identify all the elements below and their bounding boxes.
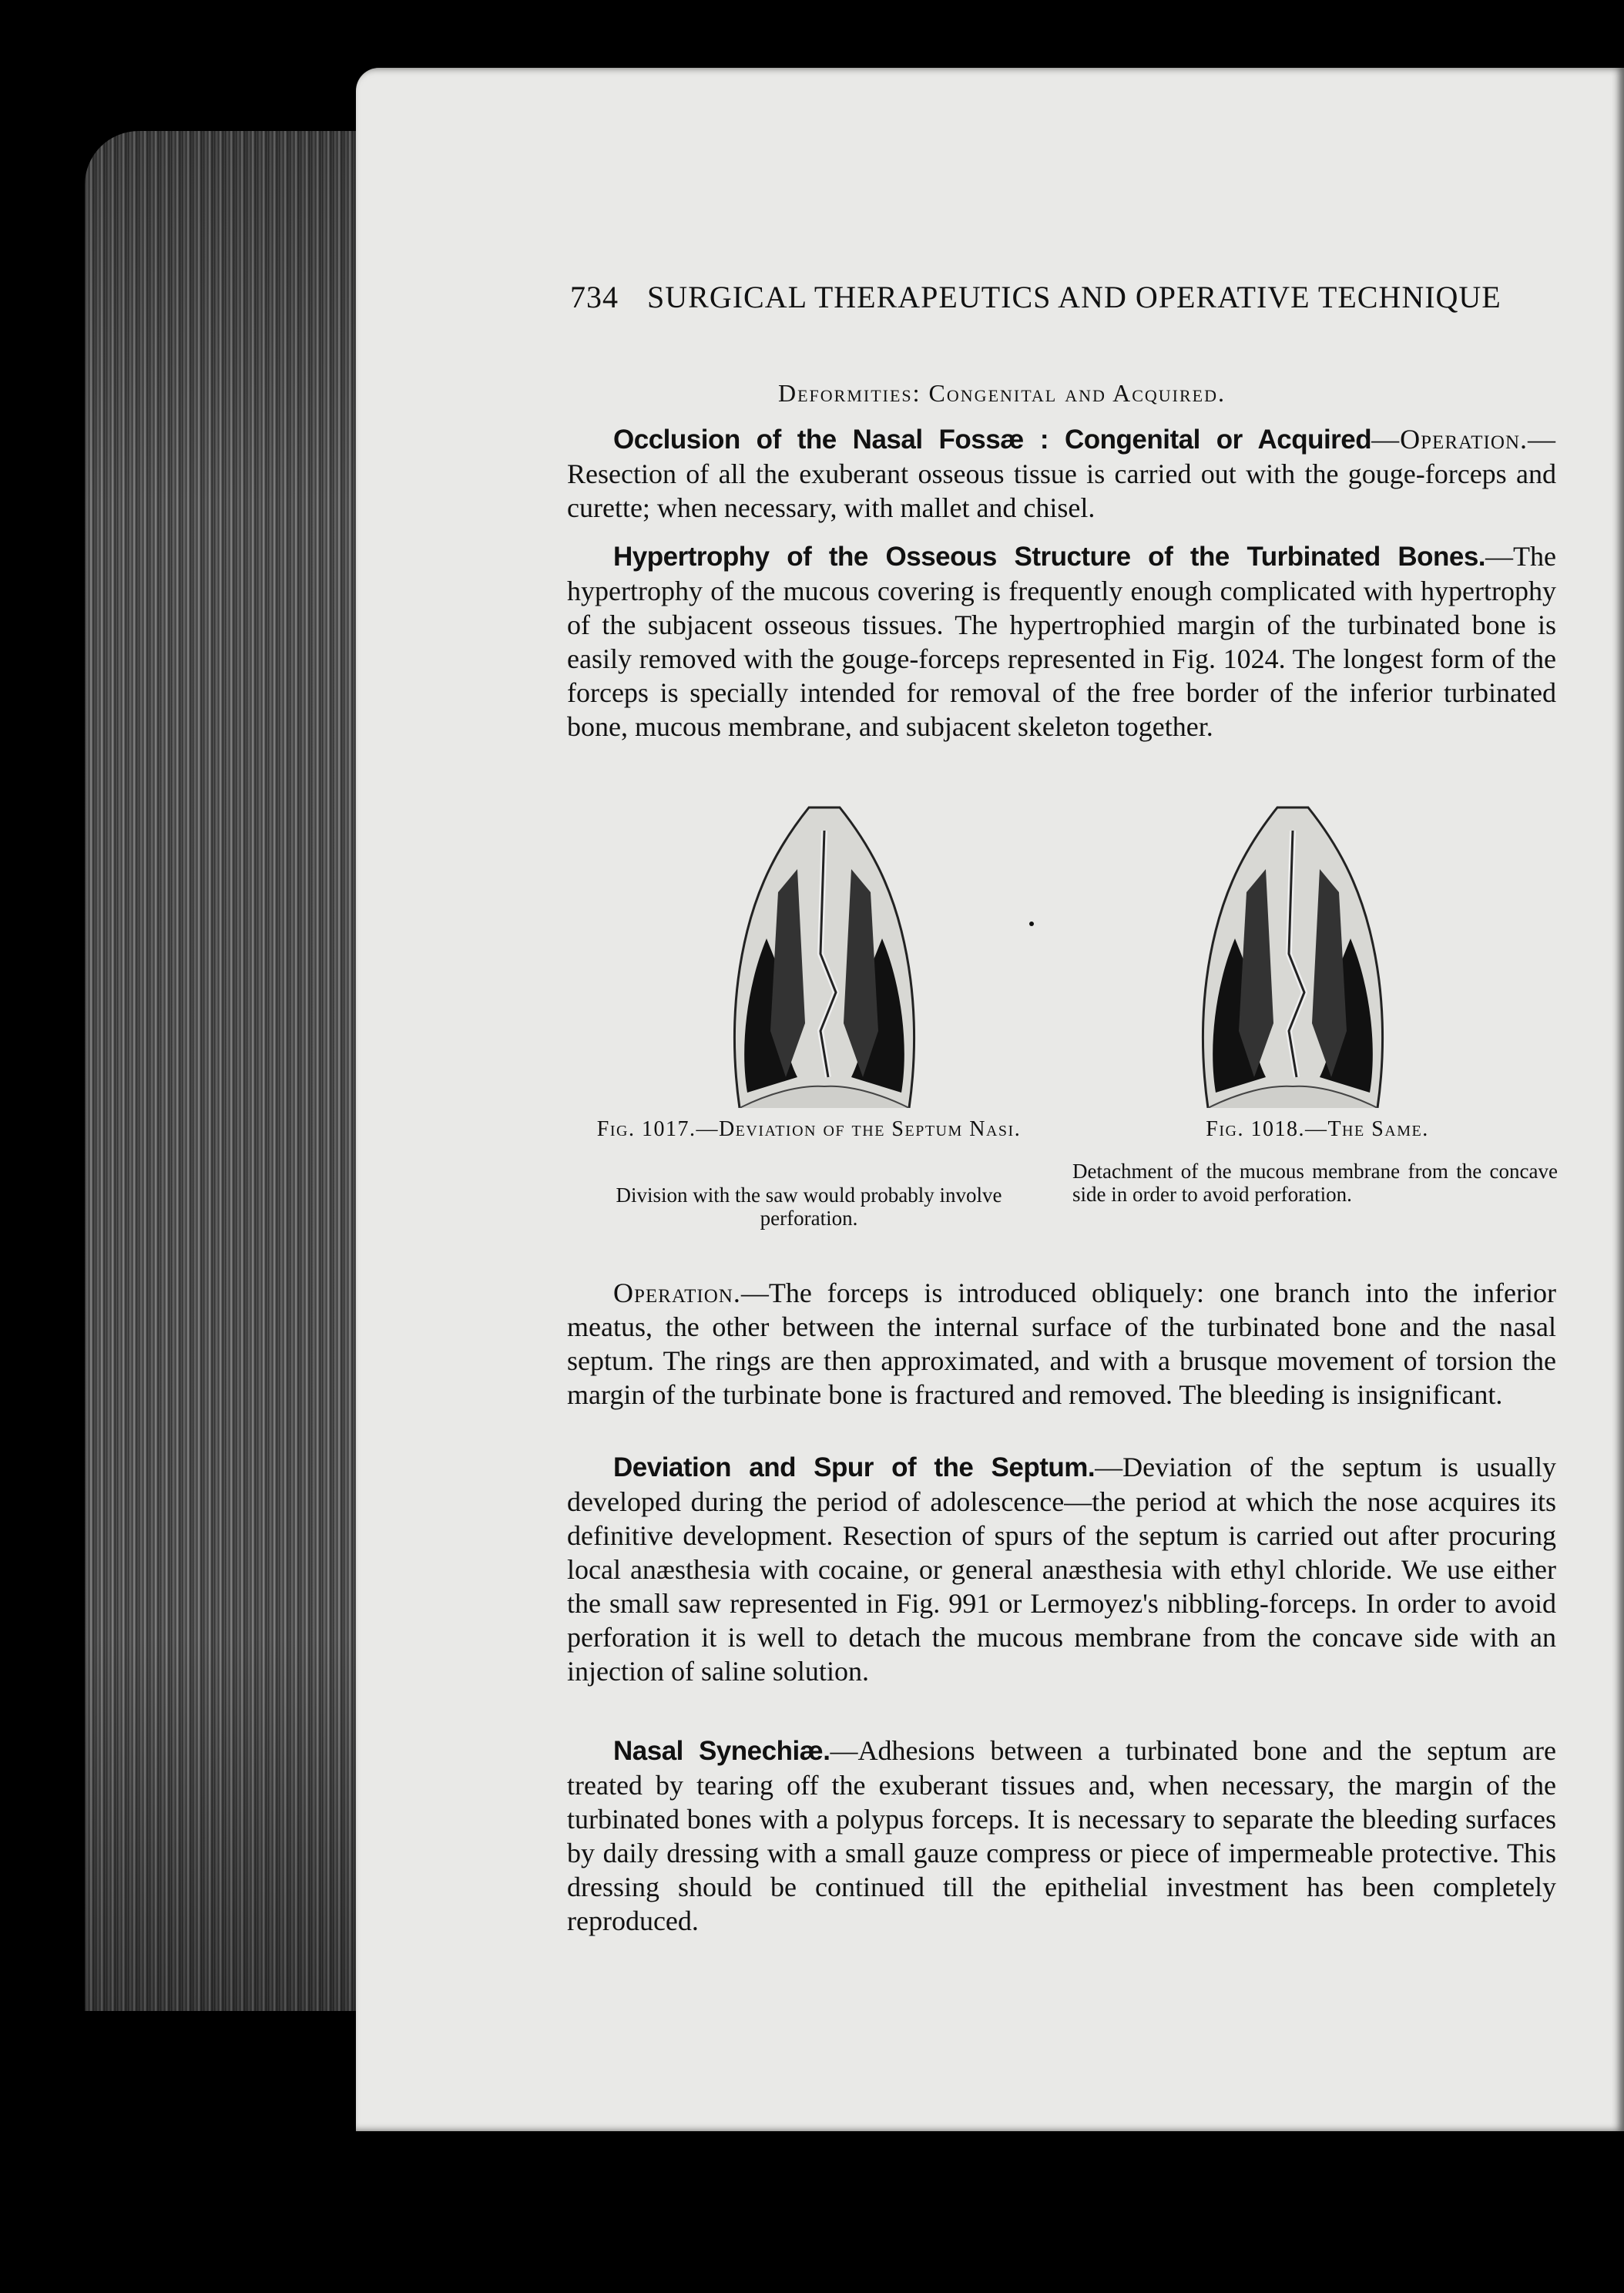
paragraph-lead: Nasal Synechiæ. <box>613 1736 830 1766</box>
page-number: 734 <box>570 280 619 314</box>
running-title: SURGICAL THERAPEUTICS AND OPERATIVE TECHNIQUE <box>647 280 1502 314</box>
paragraph-hypertrophy <box>567 539 1556 744</box>
book-page-edges <box>85 131 362 2011</box>
paragraph-lead: Occlusion of the Nasal Fossæ : Congenital or Acquired <box>613 425 1372 455</box>
paragraph-text: —Deviation of the septum is usually developed during the period of adolescence—the period at which the nose acquires its definitive development. Resection of spurs of the septum is carried out after procuring local anæsthesia with cocaine, or general anæsthesia with ethyl chloride. We use either the small saw represented in Fig. 991 or Lermoyez's nibbling-forceps. In order to avoid perforation it is well to detach the mucous membrane from the concave side with an injection of saline solution. <box>567 1452 1556 1687</box>
paragraph-text: —The forceps is introduced obliquely: one branch into the inferior meatus, the other between the internal surface of the turbinated bone and the nasal septum. The rings are then approximated, and with a brusque movement of torsion the margin of the turbinate bone is fractured and removed. The bleeding is insignificant. <box>567 1277 1556 1410</box>
paragraph-synechiae <box>567 1734 1556 1938</box>
paragraph-lead: Deviation and Spur of the Septum. <box>613 1452 1096 1482</box>
figure-1017-caption: Division with the saw would probably involve perforation. <box>616 1183 1002 1230</box>
paragraph-operation <box>567 1276 1556 1412</box>
paragraph-occlusion <box>567 422 1556 525</box>
operation-label: Operation. <box>613 1277 741 1308</box>
figure-1018-title: Fig. 1018.—The Same. <box>1206 1117 1429 1141</box>
paragraph-lead: Hypertrophy of the Osseous Structure of the Turbinated Bones. <box>613 542 1486 572</box>
print-speck <box>1029 922 1034 926</box>
figure-1018-caption: Detachment of the mucous membrane from the concave side in order to avoid perforation. <box>1072 1160 1558 1206</box>
running-header <box>570 279 1502 315</box>
paragraph-text: Resection of all the exuberant osseous tissue is carried out with the gouge-forceps and curette; when necessary, with mallet and chisel. <box>567 458 1556 523</box>
figure-1018-illustration <box>1193 800 1393 1108</box>
operation-label: —Operation.— <box>1371 424 1556 455</box>
figure-1017-title: Fig. 1017.—Deviation of the Septum Nasi. <box>596 1117 1022 1141</box>
paragraph-text: —The hypertrophy of the mucous covering is frequently enough complicated with hypertrophy of the subjacent osseous tissues. The hypertrophied margin of the turbinated bone is easily removed with the gouge-forceps represented in Fig. 1024. The longest form of the forceps is specially intended for removal of the free border of the inferior turbinated bone, mucous membrane, and subjacent skeleton together. <box>567 541 1556 742</box>
section-title: Deformities: Congenital and Acquired. <box>778 379 1226 407</box>
paragraph-deviation <box>567 1450 1556 1688</box>
paragraph-text: —Adhesions between a turbinated bone and the septum are treated by tearing off the exuberant tissues and, when necessary, the margin of the turbinated bones with a polypus forceps. It is necessary to separate the bleeding surfaces by daily dressing with a small gauze compress or piece of impermeable protective. This dressing should be continued till the epithelial investment has been completely reproduced. <box>567 1735 1556 1936</box>
figure-1017-illustration <box>724 800 924 1108</box>
